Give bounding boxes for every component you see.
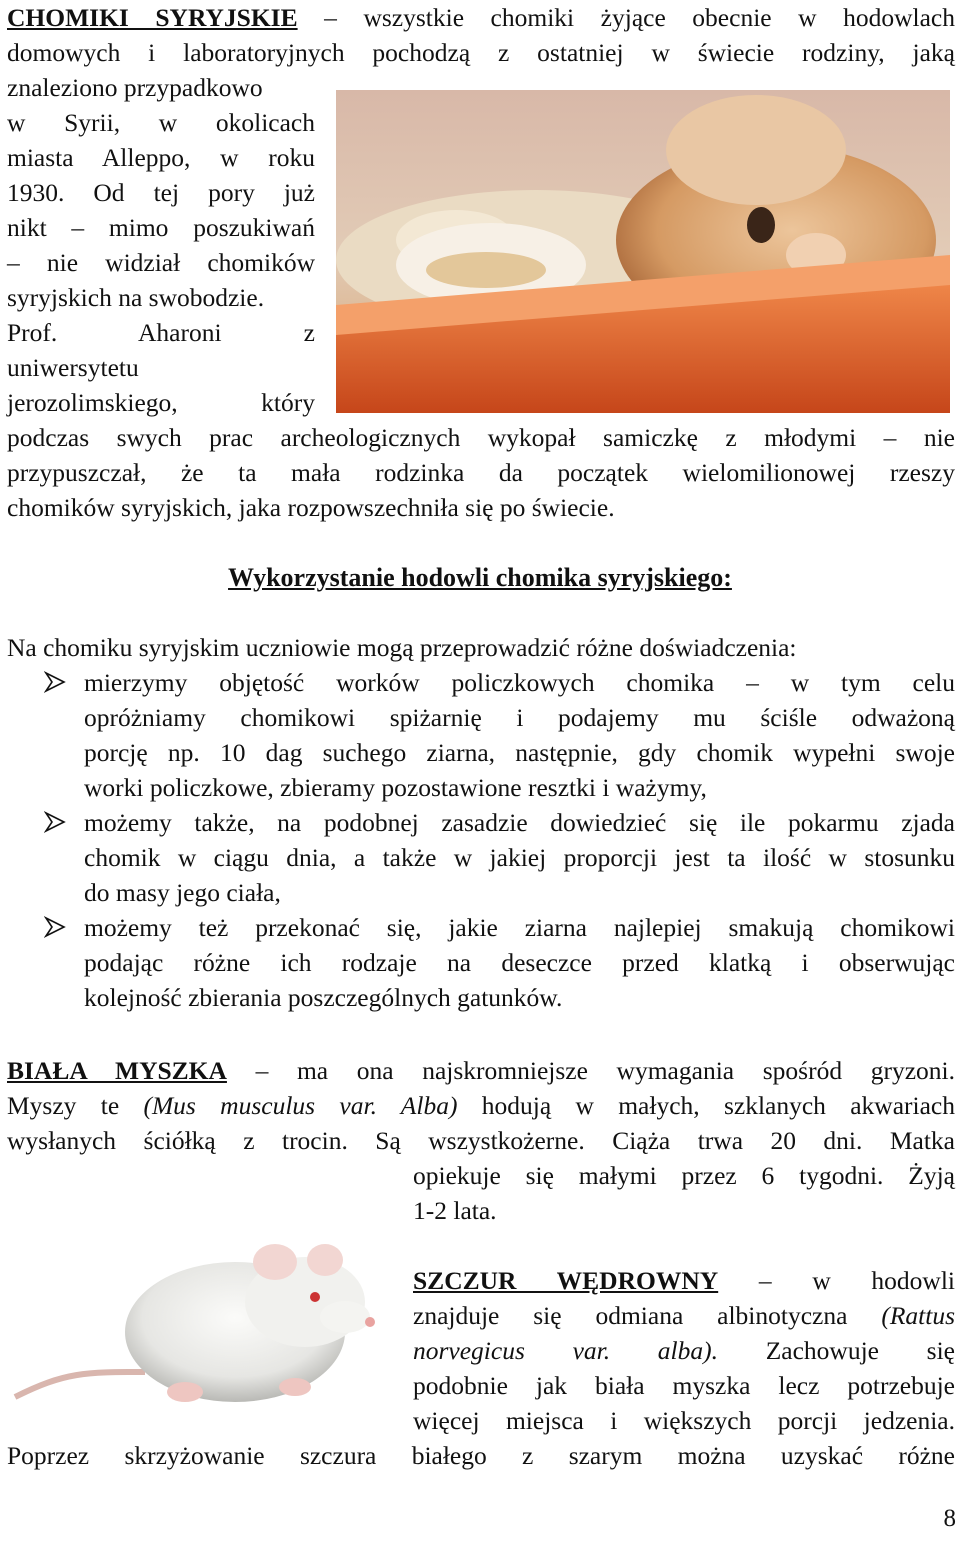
arrow-bullet-icon bbox=[44, 811, 66, 833]
mouse-line-2: Myszy te (Mus musculus var. Alba) hodują w małych, szklanych akwariach bbox=[7, 1091, 955, 1120]
text-line: podobnie jak biała myszka lecz potrzebuje bbox=[413, 1371, 955, 1400]
hamster-photo bbox=[336, 90, 950, 413]
rat-line-3: norvegicus var. alba). Zachowuje się bbox=[413, 1336, 955, 1365]
arrow-bullet-icon bbox=[44, 671, 66, 693]
rat-line-2: znajduje się odmiana albinotyczna (Rattus bbox=[413, 1301, 955, 1330]
text-line: syryjskich na swobodzie. bbox=[7, 283, 265, 312]
text-line: w Syrii, w okolicach bbox=[7, 108, 315, 137]
rat-line-1: SZCZUR WĘDROWNY – w hodowli bbox=[413, 1266, 955, 1295]
usage-intro: Na chomiku syryjskim uczniowie mogą przeprowadzić różne doświadczenia: bbox=[7, 633, 797, 662]
text-line: 1930. Od tej pory już bbox=[7, 178, 315, 207]
text-line: przypuszczał, że ta mała rodzinka da początek wielomilionowej rzeszy bbox=[7, 458, 955, 487]
text-line: jerozolimskiego, który bbox=[7, 388, 315, 417]
bullet-line: opróżniamy chomikowi spiżarnię i podajemy mu ściśle odważoną bbox=[84, 703, 955, 732]
bullet-line: możemy także, na podobnej zasadzie dowiedzieć się ile pokarmu zjada bbox=[84, 808, 955, 837]
bullet-line: możemy też przekonać się, jakie ziarna najlepiej smakują chomikowi bbox=[84, 913, 955, 942]
hamster-title: CHOMIKI SYRYJSKIE bbox=[7, 3, 298, 32]
text-line: więcej miejsca i większych porcji jedzenia. bbox=[413, 1406, 955, 1435]
hamster-line-1: CHOMIKI SYRYJSKIE – wszystkie chomiki żyjące obecnie w hodowlach bbox=[7, 3, 955, 32]
text-line: 1-2 lata. bbox=[413, 1196, 497, 1225]
text-line: podczas swych prac archeologicznych wykopał samiczkę z młodymi – nie bbox=[7, 423, 955, 452]
mouse-title: BIAŁA MYSZKA bbox=[7, 1056, 227, 1085]
bullet-line: kolejność zbierania poszczególnych gatunków. bbox=[84, 983, 563, 1012]
rat-photo bbox=[5, 1222, 405, 1437]
text-line: nikt – mimo poszukiwań bbox=[7, 213, 315, 242]
bullet-line: do masy jego ciała, bbox=[84, 878, 281, 907]
arrow-bullet-icon bbox=[44, 916, 66, 938]
text-line: znaleziono przypadkowo bbox=[7, 73, 263, 102]
mouse-line-1: BIAŁA MYSZKA – ma ona najskromniejsze wymagania spośród gryzoni. bbox=[7, 1056, 955, 1085]
bullet-line: porcję np. 10 dag suchego ziarna, następnie, gdy chomik wypełni swoje bbox=[84, 738, 955, 767]
text-line: Poprzez skrzyżowanie szczura białego z szarym można uzyskać różne bbox=[7, 1441, 955, 1470]
text-line: – nie widział chomików bbox=[7, 248, 315, 277]
text-line: wysłanych ściółką z trocin. Są wszystkożerne. Ciąża trwa 20 dni. Matka bbox=[7, 1126, 955, 1155]
text-line: domowych i laboratoryjnych pochodzą z ostatniej w świecie rodziny, jaką bbox=[7, 38, 955, 67]
bullet-line: chomik w ciągu dnia, a także w jakiej proporcji jest ta ilość w stosunku bbox=[84, 843, 955, 872]
text-line: uniwersytetu bbox=[7, 353, 139, 382]
usage-heading: Wykorzystanie hodowli chomika syryjskiego: bbox=[228, 563, 732, 592]
bullet-line: worki policzkowe, zbieramy pozostawione resztki i ważymy, bbox=[84, 773, 707, 802]
bullet-line: mierzymy objętość worków policzkowych chomika – w tym celu bbox=[84, 668, 955, 697]
text-line: chomików syryjskich, jaka rozpowszechniła się po świecie. bbox=[7, 493, 615, 522]
text-line: miasta Alleppo, w roku bbox=[7, 143, 315, 172]
page-number: 8 bbox=[943, 1505, 956, 1532]
rat-title: SZCZUR WĘDROWNY bbox=[413, 1266, 719, 1295]
text-line: opiekuje się małymi przez 6 tygodni. Żyją bbox=[413, 1161, 955, 1190]
bullet-line: podając różne ich rodzaje na deseczce przed klatką i obserwując bbox=[84, 948, 955, 977]
text-line: Prof. Aharoni z bbox=[7, 318, 315, 347]
